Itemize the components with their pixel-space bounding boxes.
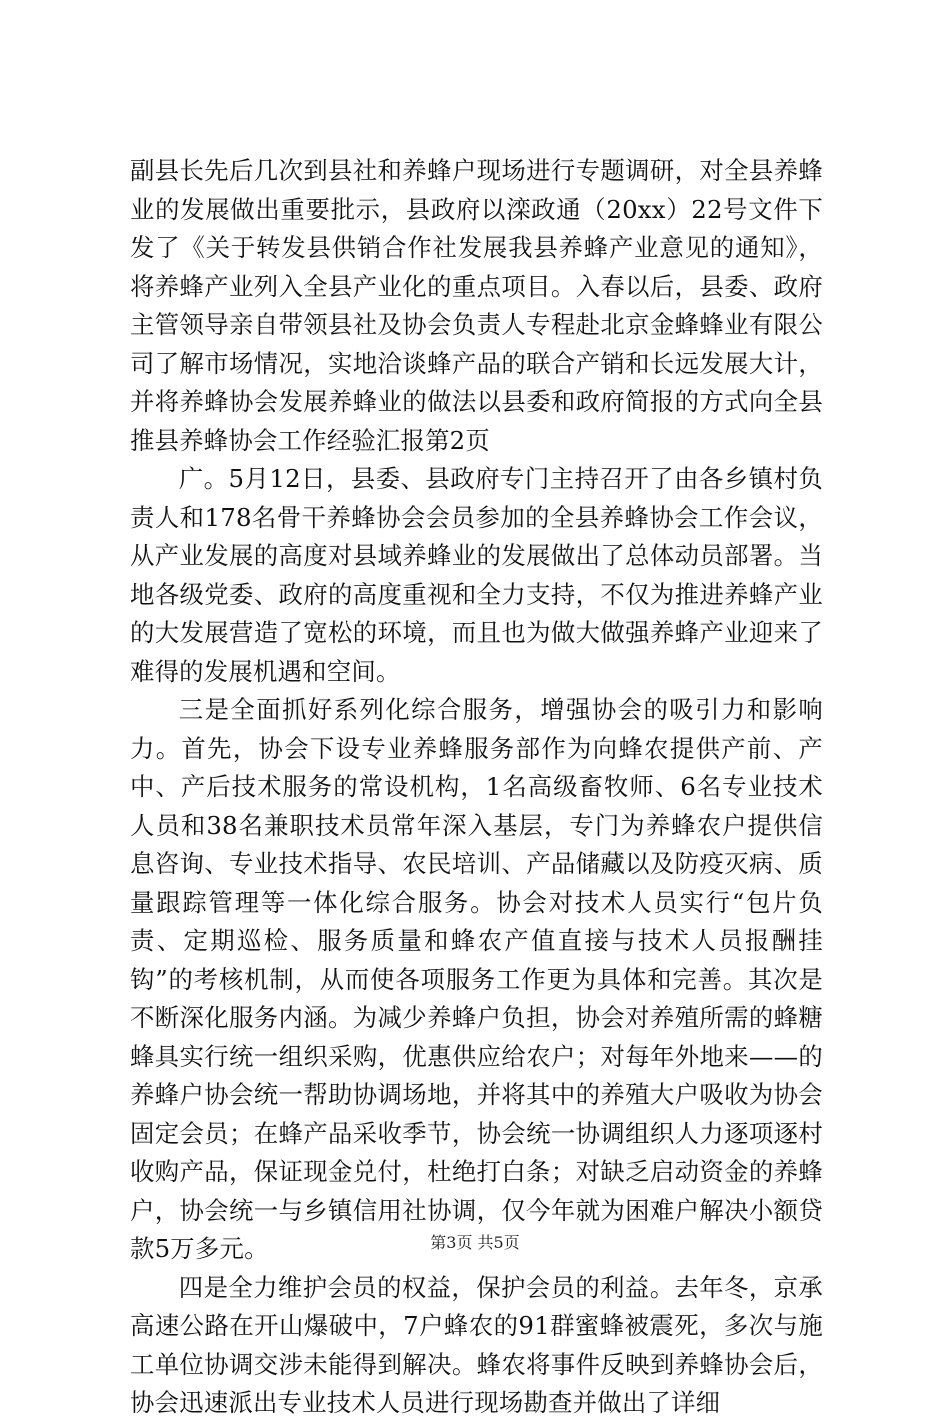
paragraph-2: 广。5月12日，县委、县政府专门主持召开了由各乡镇村负责人和178名骨干养蜂协会会员参加的全县养蜂协会工作会议，从产业发展的高度对县域养蜂业的发展做出了总体动员部署。当地各级党委、政府的高度重视和全力支持，不仅为推进养蜂产业的大发展营造了宽松的环境，而且也为做大做强养蜂产业迎来了难得的发展机遇和空间。 [130,464,823,686]
page-footer: 第3页 共5页 [430,1233,520,1252]
paragraph-1: 副县长先后几次到县社和养蜂户现场进行专题调研，对全县养蜂业的发展做出重要批示，县政府以滦政通（20xx）22号文件下发了《关于转发县供销合作社发展我县养蜂产业意见的通知》，将养蜂产业列入全县产业化的重点项目。入春以后，县委、政府主管领导亲自带领县社及协会负责人专程赴北京金蜂蜂业有限公司了解市场情况，实地洽谈蜂产品的联合产销和长远发展大计，并将养蜂协会发展养蜂业的做法以县委和政府简报的方式向全县推县养蜂协会工作经验汇报第2页 [130,156,823,455]
paragraph-3: 三是全面抓好系列化综合服务，增强协会的吸引力和影响力。首先，协会下设专业养蜂服务部作为向蜂农提供产前、产中、产后技术服务的常设机构，1名高级畜牧师、6名专业技术人员和38名兼职技术员常年深入基层，专门为养蜂农户提供信息咨询、专业技术指导、农民培训、产品储藏以及防疫灭病、质量跟踪管理等一体化综合服务。协会对技术人员实行“包片负责、定期巡检、服务质量和蜂农产值直接与技术人员报酬挂钩”的考核机制，从而使各项服务工作更为具体和完善。其次是不断深化服务内涵。为减少养蜂户负担，协会对养殖所需的蜂糖蜂具实行统一组织采购，优惠供应给农户；对每年外地来——的养蜂户协会统一帮助协调场地，并将其中的养殖大户吸收为协会固定会员；在蜂产品采收季节，协会统一协调组织人力逐项逐村收购产品，保证现金兑付，杜绝打白条；对缺乏启动资金的养蜂户，协会统一与乡镇信用社协调，仅今年就为困难户解决小额贷款5万多元。 [130,695,823,1263]
document-page [130,152,823,1423]
paragraph-4: 四是全力维护会员的权益，保护会员的利益。去年冬，京承高速公路在开山爆破中，7户蜂农的91群蜜蜂被震死，多次与施工单位协调交涉未能得到解决。蜂农将事件反映到养蜂协会后，协会迅速派出专业技术人员进行现场勘查并做出了详细 [130,1272,823,1417]
